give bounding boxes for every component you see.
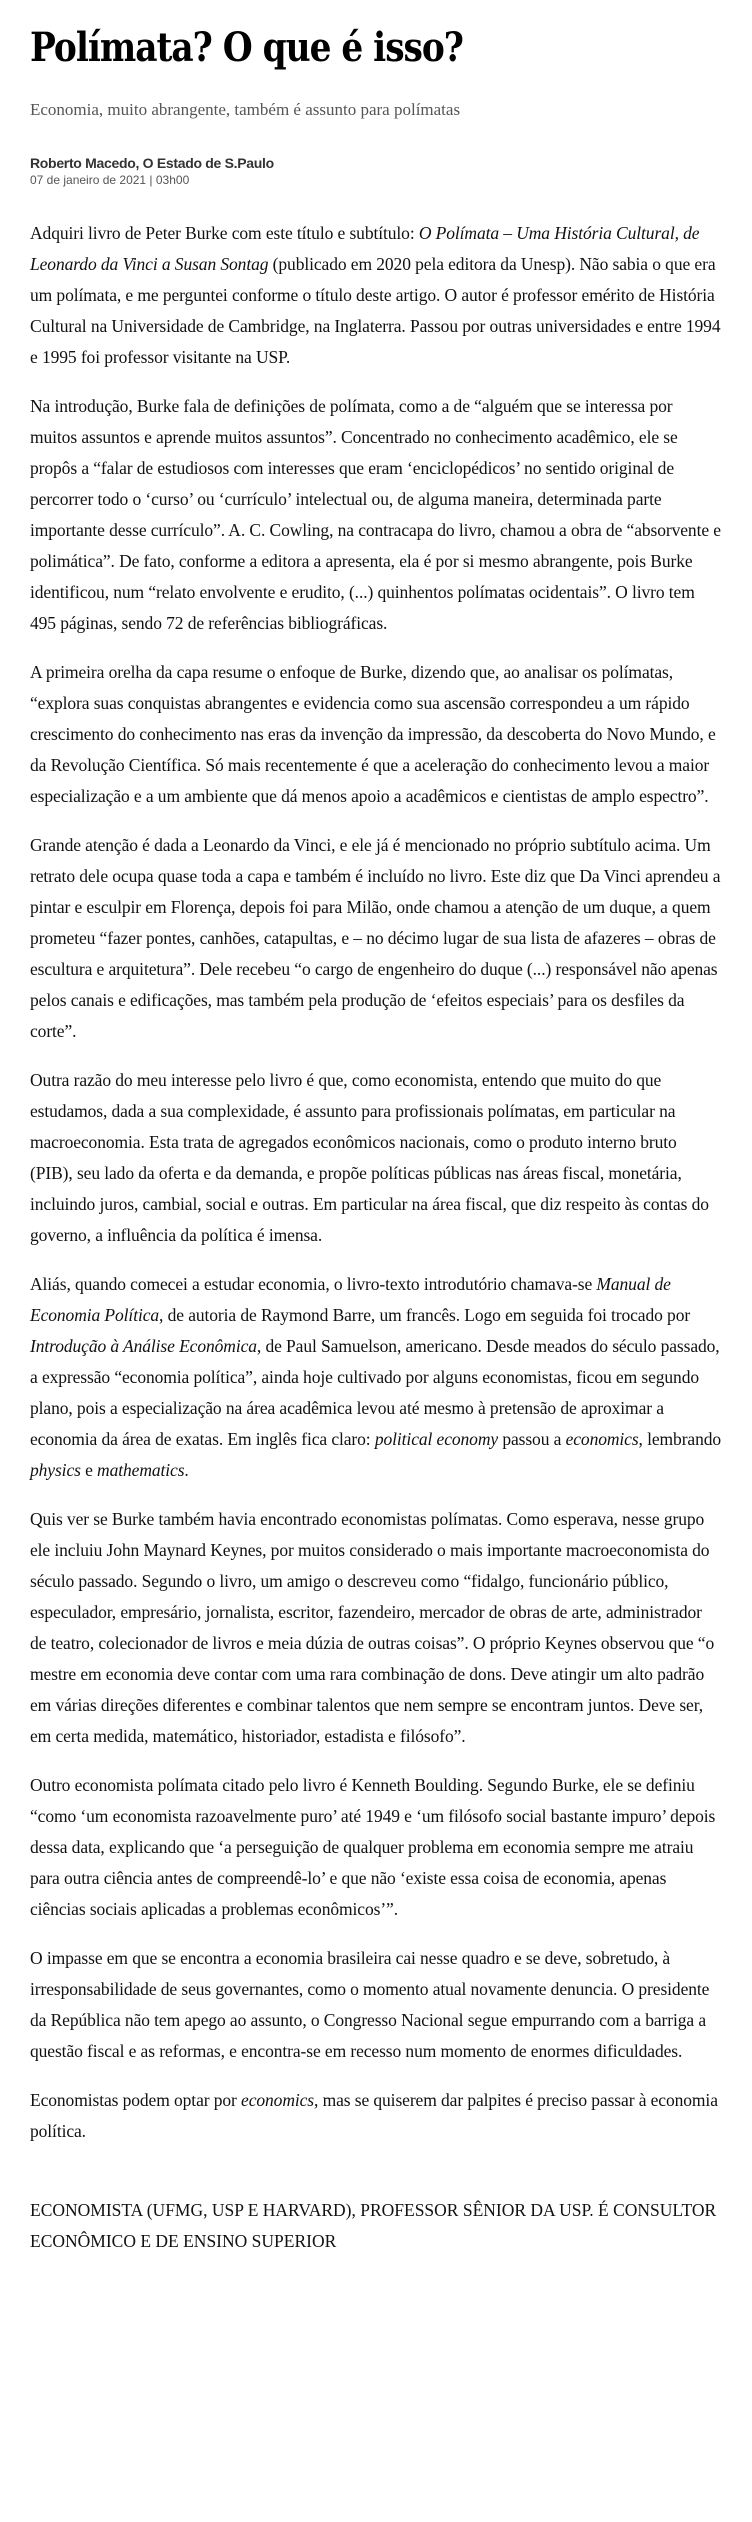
article-paragraph (30, 1065, 722, 1251)
italic-text: mathematics (97, 1460, 185, 1480)
paragraph-text: Outro economista polímata citado pelo livro é Kenneth Boulding. Segundo Burke, ele se definiu “como ‘um economista razoavelmente puro’ até 1949 e ‘um filósofo social bastante impuro’ depois dessa data, explicando que ‘a perseguição de qualquer problema em economia sempre me atraiu para outra ciência antes de compreendê-lo’ e que não ‘existe essa coisa de economia, apenas ciências sociais aplicadas a problemas econômicos’”. (30, 1775, 716, 1919)
article-paragraph (30, 218, 722, 373)
article-headline: Polímata? O que é isso? (30, 24, 463, 71)
paragraph-text: , de autoria de Raymond Barre, um francês. Logo em seguida foi trocado por (159, 1305, 691, 1325)
italic-text: economics (565, 1429, 639, 1449)
paragraph-text: O impasse em que se encontra a economia brasileira cai nesse quadro e se deve, sobretudo, à irresponsabilidade de seus governantes, como o momento atual novamente denuncia. O presidente da República não tem apego ao assunto, o Congresso Nacional segue empurrando com a barriga a questão fiscal e as reformas, e encontra-se em recesso num momento de enormes dificuldades. (30, 1948, 710, 2061)
article-paragraph (30, 1504, 722, 1752)
paragraph-text: (publicado em 2020 pela editora da Unesp). Não sabia o que era um polímata, e me perguntei conforme o título deste artigo. O autor é professor emérito de História Cultural na Universidade de Cambridge, na Inglaterra. Passou por outras universidades e entre 1994 e 1995 foi professor visitante na USP. (30, 254, 721, 367)
article-paragraph (30, 391, 722, 639)
article-paragraph (30, 1943, 722, 2067)
article-date: 07 de janeiro de 2021 | 03h00 (30, 173, 190, 187)
paragraph-text: , lembrando (638, 1429, 722, 1449)
article-paragraph (30, 1269, 722, 1486)
paragraph-text: Aliás, quando comecei a estudar economia, o livro-texto introdutório chamava-se (30, 1274, 597, 1294)
paragraph-text: Na introdução, Burke fala de definições de polímata, como a de “alguém que se interessa por muitos assuntos e aprende muitos assuntos”. Concentrado no conhecimento acadêmico, ele se propôs a “falar de estudiosos com interesses que eram ‘enciclopédicos’ no sentido original de percorrer todo o ‘curso’ ou ‘currículo’ intelectual ou, de alguma maneira, determinada parte importante desse currículo”. A. C. Cowling, na contracapa do livro, chamou a obra de “absorvente e polimática”. De fato, conforme a editora a apresenta, ela é por si mesmo abrangente, pois Burke identificou, num “relato envolvente e erudito, (...) quinhentos polímatas ocidentais”. O livro tem 495 páginas, sendo 72 de referências bibliográficas. (30, 396, 721, 633)
article-paragraph (30, 1770, 722, 1925)
paragraph-text: Economistas podem optar por (30, 2090, 242, 2110)
italic-text: economics (241, 2090, 315, 2110)
paragraph-text: , mas se quiserem dar palpites é preciso passar à economia política. (30, 2090, 718, 2141)
paragraph-text: passou a (498, 1429, 566, 1449)
italic-text: O Polímata – Uma História Cultural, de Leonardo da Vinci a Susan Sontag (30, 223, 700, 274)
paragraph-text: Outra razão do meu interesse pelo livro é que, como economista, entendo que muito do que estudamos, dada a sua complexidade, é assunto para profissionais polímatas, em particular na macroeconomia. Esta trata de agregados econômicos nacionais, como o produto interno bruto (PIB), seu lado da oferta e da demanda, e propõe políticas públicas nas áreas fiscal, monetária, incluindo juros, cambial, social e outras. Em particular na área fiscal, que diz respeito às contas do governo, a influência da política é imensa. (30, 1070, 709, 1245)
italic-text: physics (30, 1460, 81, 1480)
italic-text: Introdução à Análise Econômica (30, 1336, 257, 1356)
paragraph-text: Adquiri livro de Peter Burke com este título e subtítulo: (30, 223, 419, 243)
author-bio: ECONOMISTA (UFMG, USP E HARVARD), PROFESSOR SÊNIOR DA USP. É CONSULTOR ECONÔMICO E DE ENSINO SUPERIOR (30, 2200, 717, 2251)
article-subtitle: Economia, muito abrangente, também é assunto para polímatas (30, 100, 461, 119)
article-paragraph (30, 830, 722, 1047)
article-paragraph (30, 2085, 722, 2147)
paragraph-text: Quis ver se Burke também havia encontrado economistas polímatas. Como esperava, nesse grupo ele incluiu John Maynard Keynes, por muitos considerado o mais importante macroeconomista do século passado. Segundo o livro, um amigo o descreveu como “fidalgo, funcionário público, especulador, empresário, jornalista, escritor, fazendeiro, mercador de obras de arte, administrador de teatro, colecionador de livros e meia dúzia de outras coisas”. O próprio Keynes observou que “o mestre em economia deve contar com uma rara combinação de dons. Deve atingir um alto padrão em várias direções diferentes e combinar talentos que nem sempre se encontram juntos. Deve ser, em certa medida, matemático, historiador, estadista e filósofo”. (30, 1509, 715, 1746)
italic-text: Manual de Economia Política (30, 1274, 671, 1325)
article-body (30, 218, 722, 2147)
article-byline: Roberto Macedo, O Estado de S.Paulo (30, 155, 274, 171)
article-paragraph (30, 657, 722, 812)
paragraph-text: . (184, 1460, 189, 1480)
paragraph-text: e (80, 1460, 98, 1480)
italic-text: political economy (374, 1429, 499, 1449)
paragraph-text: , de Paul Samuelson, americano. Desde meados do século passado, a expressão “economia política”, ainda hoje cultivado por alguns economistas, ficou em segundo plano, pois a especialização na área acadêmica levou até mesmo à pretensão de aproximar a economia da área de exatas. Em inglês fica claro: (30, 1336, 720, 1449)
paragraph-text: Grande atenção é dada a Leonardo da Vinci, e ele já é mencionado no próprio subtítulo acima. Um retrato dele ocupa quase toda a capa e também é incluído no livro. Este diz que Da Vinci aprendeu a pintar e esculpir em Florença, depois foi para Milão, onde chamou a atenção de um duque, a quem prometeu “fazer pontes, canhões, catapultas, e – no décimo lugar de sua lista de afazeres – obras de escultura e arquitetura”. Dele recebeu “o cargo de engenheiro do duque (...) responsável não apenas pelos canais e edificações, mas também pela produção de ‘efeitos especiais’ para os desfiles da corte”. (30, 835, 721, 1041)
paragraph-text: A primeira orelha da capa resume o enfoque de Burke, dizendo que, ao analisar os polímatas, “explora suas conquistas abrangentes e evidencia como sua ascensão correspondeu a um rápido crescimento do conhecimento nas eras da invenção da impressão, da descoberta do Novo Mundo, e da Revolução Científica. Só mais recentemente é que a aceleração do conhecimento levou a maior especialização e a um ambiente que dá menos apoio a acadêmicos e cientistas de amplo espectro”. (30, 662, 716, 806)
